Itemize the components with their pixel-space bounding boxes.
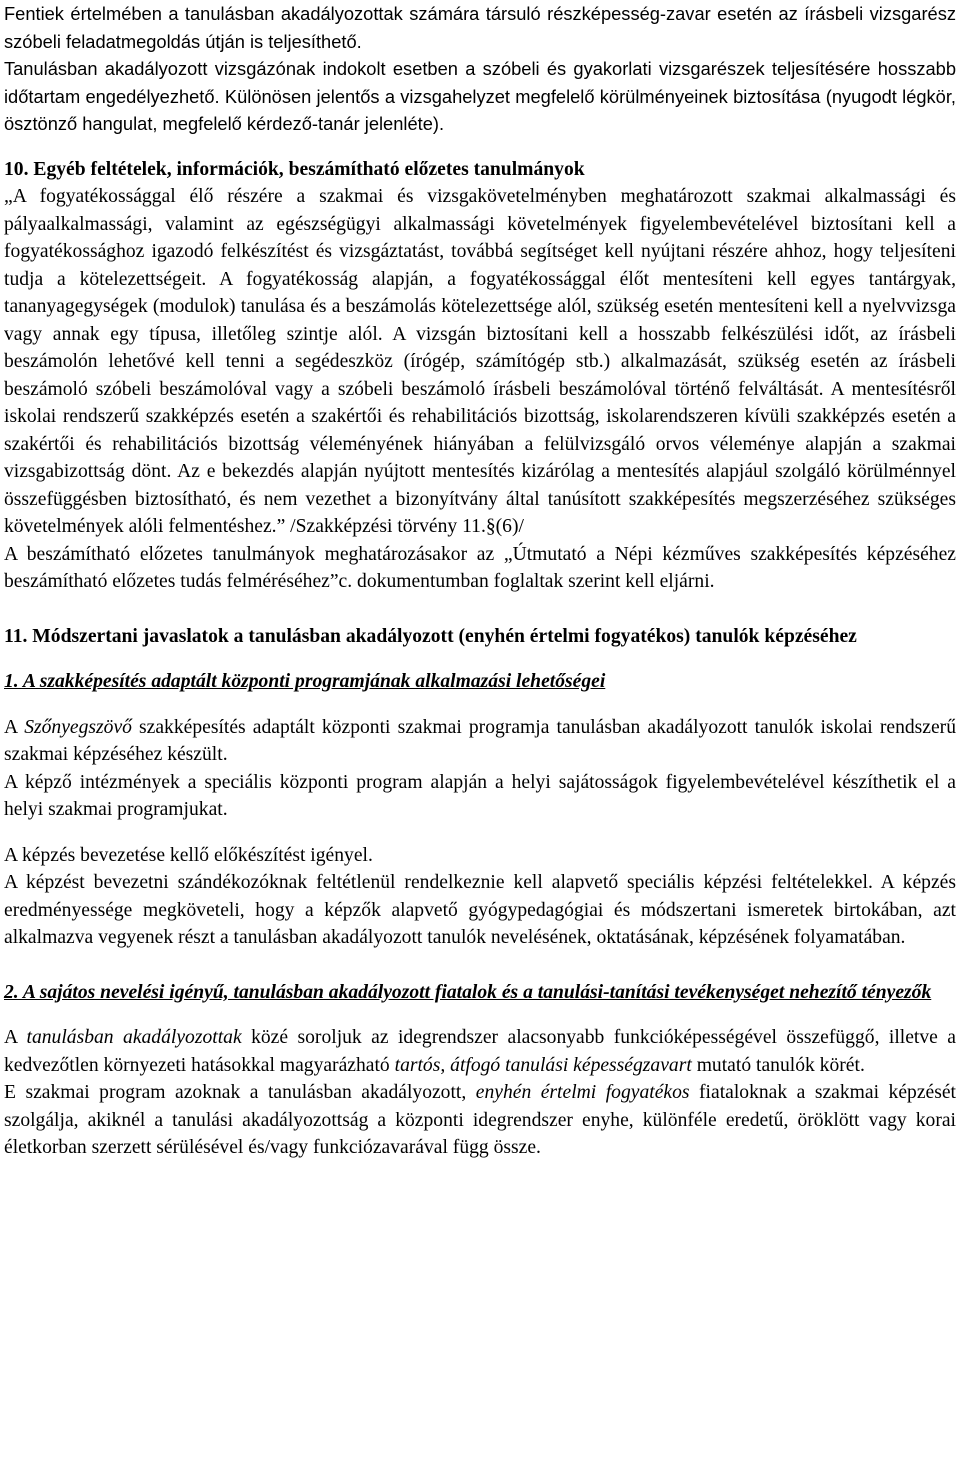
text-run: fiataloknak a szakmai képzését szolgálja, akiknél a tanulási akadályozottság a központi idegrendszer enyhe, különféle eredetű, öröklött vagy korai életkorban szerzett sérülésével és/vagy funkciózavarával függ össze. <box>4 1082 956 1159</box>
text-run: mutató tanulók körét. <box>691 1054 865 1076</box>
section-10-paragraph-1: „A fogyatékossággal élő részére a szakmai és vizsgakövetelményben meghatározott szakmai alkalmassági és pályaalkalmassági, valamint az egészségügyi alkalmassági követelmények figyelembevételével biztosítani kell a fogyatékossághoz igazodó felkészítést és vizsgáztatást, továbbá segítséget kell nyújtani részére ahhoz, hogy teljesíteni tudja a kötelezettségeit. A fogyatékosság alapján, a fogyatékossággal élőt mentesíteni kell egyes tantárgyak, tananyagegységek (modulok) tanulása és a beszámolás kötelezettsége alól, szükség esetén mentesíteni kell a nyelvvizsga vagy annak egy típusa, illetőleg szintje alól. A vizsgán biztosítani kell a hosszabb felkészülési időt, az írásbeli beszámolón lehetővé kell tenni a segédeszköz (írógép, számítógép stb.) alkalmazását, szükség esetén az írásbeli beszámoló szóbeli beszámolóval vagy a szóbeli beszámoló írásbeli beszámolóval történő felváltását. A mentesítésről iskolai rendszerű szakképzés esetén a szakértői és rehabilitációs bizottság, iskolarendszeren kívüli szakképzés esetén a szakértői és rehabilitációs bizottság véleményének hiányában a felülvizsgáló orvos véleménye alapján a szakmai vizsgabizottság dönt. Az e bekezdés alapján nyújtott mentesítés kizárólag a mentesítés alapjául szolgáló körülménnyel összefüggésben biztosítható, és nem vezethet a bizonyítvány által tanúsított szakképesítés megszerzéséhez szükséges követelmények alóli felmentéshez.” /Szakképzési törvény 11.§(6)/ <box>4 186 956 538</box>
intro-paragraph-2: Tanulásban akadályozott vizsgázónak indokolt esetben a szóbeli és gyakorlati vizsgarészek teljesítésére hosszabb időtartam engedélyezhető. Különösen jelentős a vizsgahelyzet megfelelő körülményeinek biztosítása (nyugodt légkör, ösztönző hangulat, megfelelő kérdező-tanár jelenléte). <box>4 58 956 135</box>
subsection-1-heading: 1. A szakképesítés adaptált központi programjának alkalmazási lehetőségei <box>4 671 606 693</box>
italic-run: tanulásban akadályozottak <box>26 1027 242 1049</box>
italic-run: Szőnyegszövő <box>24 716 132 738</box>
section-11-heading: 11. Módszertani javaslatok a tanulásban akadályozott (enyhén értelmi fogyatékos) tanulók képzéséhez <box>4 625 857 647</box>
subsection-1-paragraph-3: A képzés bevezetése kellő előkészítést igényel. <box>4 844 373 866</box>
text-run: szakképesítés adaptált központi szakmai programja tanulásban akadályozott tanulók iskolai rendszerű szakmai képzéséhez készült. <box>4 716 956 766</box>
intro-block <box>4 0 956 138</box>
text-run: A <box>4 716 25 738</box>
subsection-1-paragraph-2: A képző intézmények a speciális központi program alapján a helyi sajátosságok figyelembevételével készíthetik el a helyi szakmai programjukat. <box>4 771 956 821</box>
subsection-2-paragraph-1 <box>4 1024 956 1079</box>
section-11 <box>4 623 956 1162</box>
text-run: A <box>4 1027 27 1049</box>
subsection-1-paragraph-4: A képzést bevezetni szándékozóknak feltétlenül rendelkeznie kell alapvető speciális képzési feltételekkel. A képzés eredményessége megköveteli, hogy a képzők alapvető gyógypedagógiai és módszertani ismeretek birtokában, azt alkalmazva vegyenek részt a tanulásban akadályozott tanulók nevelésének, oktatásának, képzésének folyamatában. <box>4 872 956 949</box>
text-run: E szakmai program azoknak a tanulásban akadályozott, <box>4 1082 476 1104</box>
subsection-2-heading: 2. A sajátos nevelési igényű, tanulásban akadályozott fiatalok és a tanulási-tanítási tevékenységet nehezítő tényezők <box>4 981 932 1003</box>
intro-paragraph-1: Fentiek értelmében a tanulásban akadályozottak számára társuló részképesség-zavar esetén az írásbeli vizsgarész szóbeli feladatmegoldás útján is teljesíthető. <box>4 3 956 52</box>
text-run: közé soroljuk az idegrendszer alacsonyabb funkcióképességével összefüggő, illetve a kedvezőtlen környezeti hatásokkal magyarázható <box>4 1027 956 1076</box>
section-10-heading: 10. Egyéb feltételek, információk, beszámítható előzetes tanulmányok <box>4 158 585 180</box>
section-10 <box>4 156 956 596</box>
section-10-paragraph-2: A beszámítható előzetes tanulmányok meghatározásakor az „Útmutató a Népi kézműves szakképesítés képzéséhez beszámítható előzetes tudás felméréséhez”c. dokumentumban foglaltak szerint kell eljárni. <box>4 543 956 593</box>
subsection-1-paragraph-1 <box>4 714 956 769</box>
italic-run: enyhén értelmi fogyatékos <box>475 1082 690 1104</box>
italic-run: tartós, átfogó tanulási képességzavart <box>394 1054 692 1076</box>
subsection-2-paragraph-2 <box>4 1079 956 1162</box>
